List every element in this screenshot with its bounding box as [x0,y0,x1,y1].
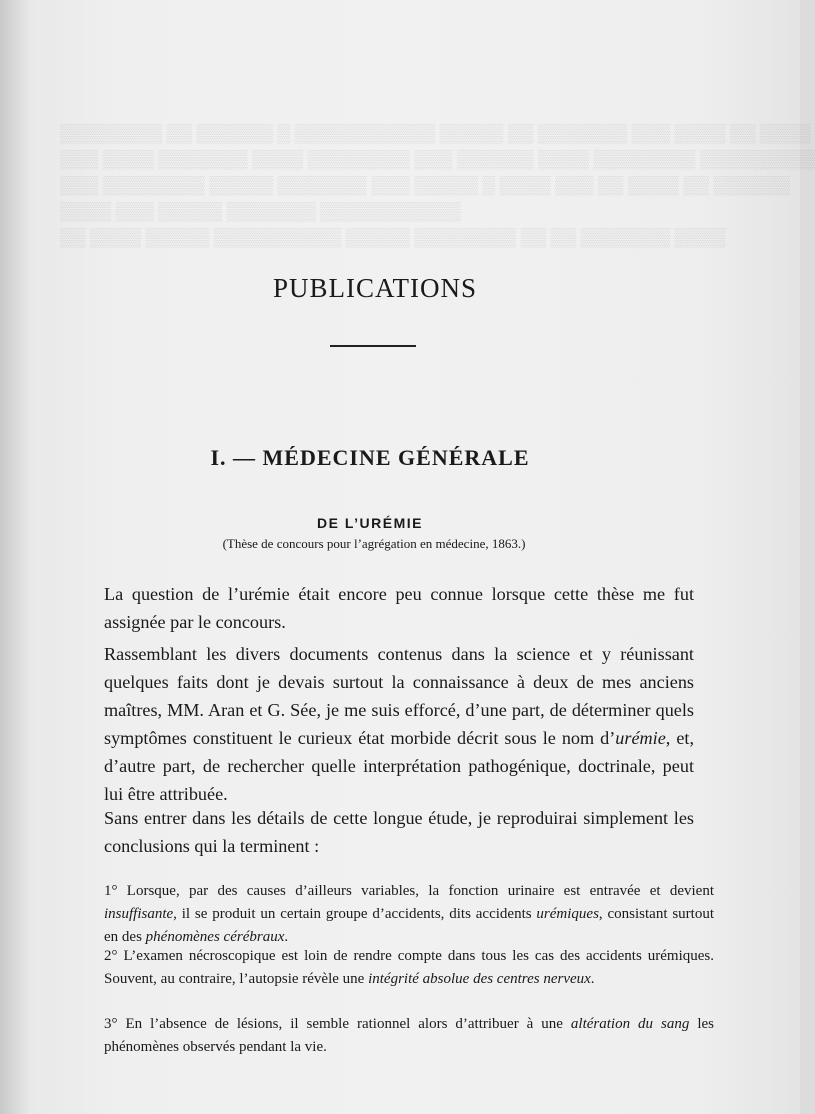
conclusion-2: 2° L’examen nécroscopique est loin de rendre compte dans tous les cas des accidents urémiques. Souvent, au contraire, l’autopsie révèle une intégrité absolue des centres nerveux. [104,948,714,987]
paragraph-text: Rassemblant les divers documents contenus dans la science et y réunissant quelques faits dont je devais surtout la connaissance à deux de mes anciens maîtres, MM. Aran et G. Sée, je me suis efforcé, d’une part, de déterminer quels symptômes constituent le curieux état morbide décrit sous le nom d’urémie, et, d’autre part, de rechercher quelle interprétation pathogénique, doctrinale, peut lui être attribuée. [104,644,694,804]
thesis-note: (Thèse de concours pour l’agrégation en médecine, 1863.) [222,536,526,551]
paragraph-text: La question de l’urémie était encore peu connue lorsque cette thèse me fut assignée par le concours. [104,584,694,632]
emphasis: urémie [615,728,666,748]
paragraph-3 [84,804,694,860]
paragraph-1 [84,580,694,636]
conclusion-1: 1° Lorsque, par des causes d’ailleurs variables, la fonction urinaire est entravée et devient insuffisante, il se produit un certain groupe d’accidents, dits accidents urémiques, consistant surtout en des phénomènes cérébraux. [104,883,715,945]
page-title: PUBLICATIONS [272,273,478,304]
subheading: DE L’URÉMIE [317,515,423,531]
title-rule [330,345,416,347]
bleed-through-text: ▒▒▒▒▒▒▒▒ ▒▒ ▒▒▒▒▒▒ ▒ ▒▒▒▒▒▒▒▒▒▒▒ ▒▒▒▒▒ ▒▒ ▒▒▒▒▒▒▒ ▒▒▒ ▒▒▒▒ ▒▒ ▒▒▒▒ ▒▒▒ ▒▒▒▒ ▒▒▒▒▒▒▒ ▒▒▒▒ ▒▒▒▒▒▒▒▒ ▒▒▒ ▒▒▒▒▒▒ ▒▒▒▒ ▒▒▒▒▒▒▒▒ ▒▒▒▒▒▒▒▒▒ ▒▒▒ ▒▒▒▒▒▒▒▒ ▒▒▒▒▒ ▒▒▒▒▒▒▒ ▒▒▒ ▒▒▒▒▒ ▒ ▒▒▒▒ ▒▒▒ ▒▒ ▒▒▒▒ ▒▒ ▒▒▒▒▒▒ ▒▒▒▒ ▒▒▒ ▒▒▒▒▒ ▒▒▒▒▒▒▒ ▒▒▒▒▒▒▒▒▒▒▒ ▒▒ ▒▒▒▒ ▒▒▒▒▒ ▒▒▒▒▒▒▒▒▒▒ ▒▒▒▒▒ ▒▒▒▒▒▒▒▒ ▒▒ ▒▒ ▒▒▒▒▒▒▒ ▒▒▒▒ [60,123,815,247]
conclusion-number: 2° [104,948,118,964]
conclusion-number: 1° [104,883,118,899]
paragraph-2 [84,640,694,808]
paragraph-text: Sans entrer dans les détails de cette longue étude, je reproduirai simplement les conclusions qui la terminent : [104,808,694,856]
section-heading: I. — MÉDECINE GÉNÉRALE [210,445,530,471]
conclusion-3: 3° En l’absence de lésions, il semble rationnel alors d’attribuer à une altération du sang les phénomènes observés pendant la vie. [104,1016,714,1055]
conclusion-number: 3° [104,1016,118,1032]
